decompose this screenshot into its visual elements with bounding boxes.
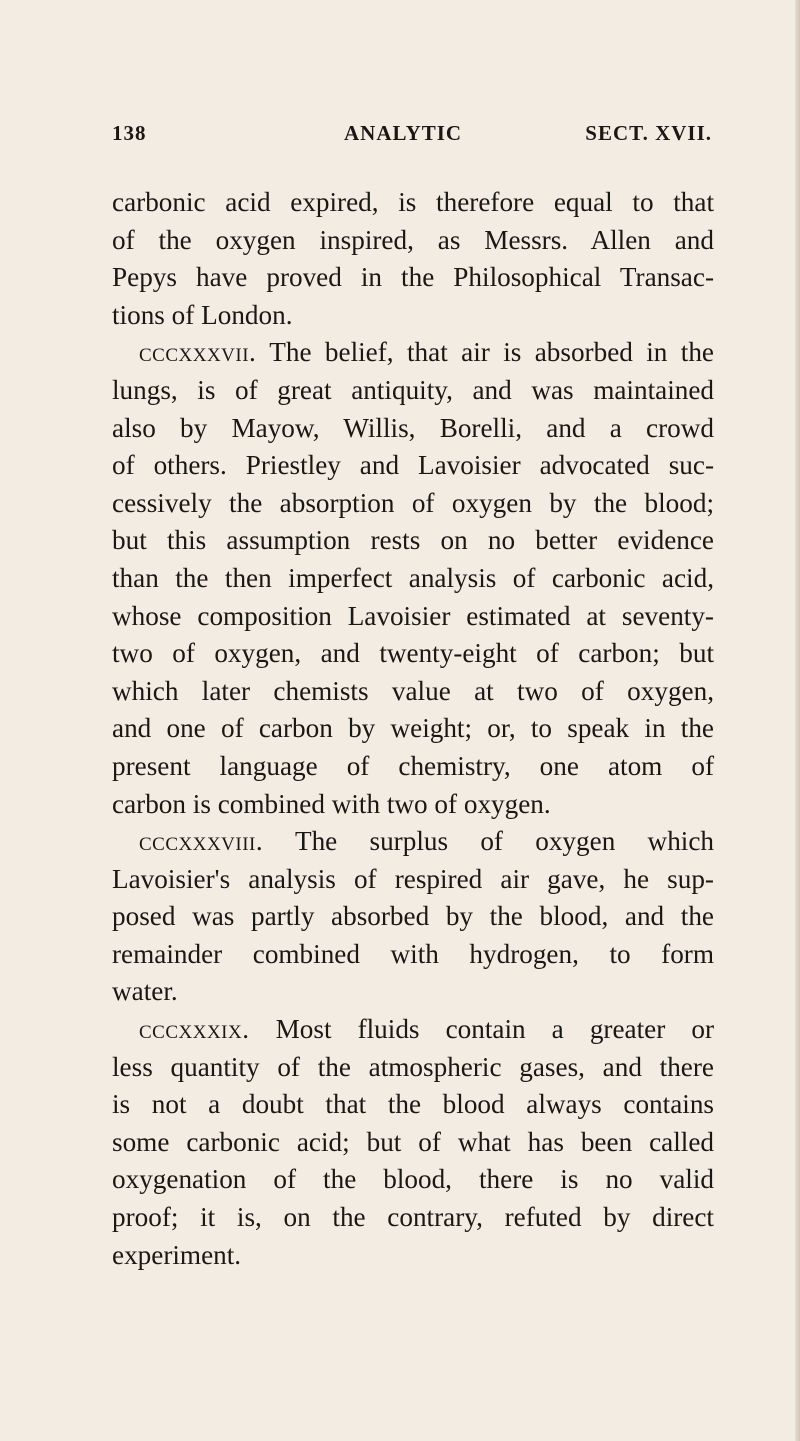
text-line: less quantity of the atmospheric gases, and there bbox=[112, 1051, 714, 1082]
text-line: lungs, is of great antiquity, and was maintained bbox=[112, 374, 714, 405]
text-line: posed was partly absorbed by the blood, and the bbox=[112, 901, 714, 932]
text-line: Pepys have proved in the Philosophical Transac- bbox=[112, 262, 714, 293]
page-edge-shadow bbox=[795, 0, 800, 1441]
text-line: and one of carbon by weight; or, to speak in the bbox=[112, 713, 714, 744]
text-line: some carbonic acid; but of what has been called bbox=[112, 1126, 714, 1157]
text-line: Lavoisier's analysis of respired air gave, he sup- bbox=[112, 863, 714, 894]
text-line-rest: The belief, that air is absorbed in the bbox=[256, 337, 714, 368]
text-line: carbonic acid expired, is therefore equal to that bbox=[112, 187, 714, 217]
paragraph-number: cccxxxviii. bbox=[139, 826, 264, 857]
body-text bbox=[112, 184, 714, 1274]
paragraph-continuation bbox=[112, 184, 714, 334]
paragraph-number: cccxxxvii. bbox=[139, 337, 257, 368]
text-line: proof; it is, on the contrary, refuted by direct bbox=[112, 1202, 714, 1233]
text-line: of others. Priestley and Lavoisier advocated suc- bbox=[112, 450, 714, 481]
paragraph-cccxxxviii bbox=[112, 823, 714, 1011]
text-line bbox=[112, 823, 714, 861]
page-number: 138 bbox=[112, 121, 147, 145]
text-line: of the oxygen inspired, as Messrs. Allen and bbox=[112, 224, 714, 255]
text-line: is not a doubt that the blood always contains bbox=[112, 1089, 714, 1120]
text-line: cessively the absorption of oxygen by the blood; bbox=[112, 487, 714, 518]
paragraph-number: cccxxxix. bbox=[139, 1014, 250, 1045]
text-line: than the then imperfect analysis of carbonic acid, bbox=[112, 562, 714, 593]
text-line-rest: The surplus of oxygen which bbox=[263, 826, 714, 857]
paragraph-cccxxxix bbox=[112, 1011, 714, 1274]
text-line: tions of London. bbox=[112, 299, 293, 330]
text-line-rest: Most fluids contain a greater or bbox=[249, 1014, 714, 1045]
text-line: present language of chemistry, one atom of bbox=[112, 750, 714, 781]
text-line: experiment. bbox=[112, 1239, 242, 1270]
text-line: water. bbox=[112, 976, 178, 1007]
running-header bbox=[112, 121, 712, 151]
paragraph-cccxxxvii bbox=[112, 334, 714, 823]
text-line: oxygenation of the blood, there is no valid bbox=[112, 1164, 714, 1195]
text-line: carbon is combined with two of oxygen. bbox=[112, 788, 551, 819]
text-line: whose composition Lavoisier estimated at seventy- bbox=[112, 600, 714, 631]
text-line: also by Mayow, Willis, Borelli, and a crowd bbox=[112, 412, 714, 443]
text-line: two of oxygen, and twenty-eight of carbon; but bbox=[112, 638, 714, 669]
section-reference: SECT. XVII. bbox=[585, 121, 712, 145]
text-line bbox=[112, 1011, 714, 1049]
text-line: but this assumption rests on no better evidence bbox=[112, 525, 714, 556]
text-line bbox=[112, 334, 714, 372]
running-title: ANALYTIC bbox=[344, 121, 463, 145]
text-line: remainder combined with hydrogen, to form bbox=[112, 938, 714, 969]
text-line: which later chemists value at two of oxygen, bbox=[112, 675, 714, 706]
